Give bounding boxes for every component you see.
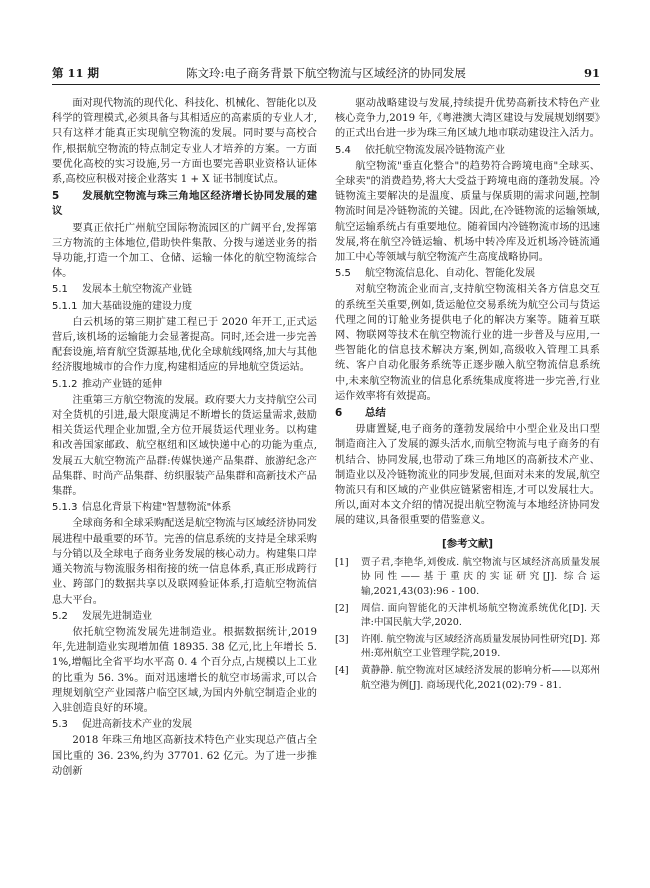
section-number: 6 (335, 407, 343, 420)
reference-number: [3] (335, 633, 349, 645)
section-6-paragraph: 毋庸置疑,电子商务的蓬勃发展给中小型企业及出口型制造商注入了发展的源头活水,而航空物流与电子商务的有机结合、协同发展,也带动了珠三角地区的高新技术产业、制造业以及冷链物流业的同步发展,但面对未来的发展,航空物流只有和区域的产业供应链紧密相连,才可以发展壮大。所以,面对本文介绍的情况提出航空物流与本地经济协同发展的建议,具备很重要的借鉴意义。 (335, 424, 600, 527)
section-title: 信息化背景下构建"智慧物流"体系 (82, 502, 232, 514)
section-5-3-heading (52, 717, 317, 732)
page-number: 91 (583, 66, 600, 80)
running-header (52, 64, 600, 82)
section-title: 推动产业链的延伸 (82, 378, 162, 390)
section-number: 5.1.3 (52, 502, 78, 514)
reference-number: [2] (335, 602, 349, 614)
section-title: 航空物流信息化、自动化、智能化发展 (365, 268, 535, 280)
section-title: 总结 (365, 407, 386, 420)
section-title: 依托航空物流发展冷链物流产业 (365, 144, 505, 156)
section-6-heading (335, 406, 600, 421)
section-title: 发展航空物流与珠三角地区经济增长协同发展的建议 (52, 190, 317, 218)
section-5-1-3-paragraph: 全球商务和全球采购配送是航空物流与区域经济协同发展进程中最重要的环节。完善的信息系统的支持是全球采购与分销以及全球电子商务业务发展的核心动力。构建集口岸通关物流与物流服务相衔接的统一信息体系,真正形成跨行业、跨部门的数据共享以及联网验证体系,打造航空物流信息大平台。 (52, 518, 317, 606)
header-rule (52, 84, 600, 85)
section-5-1-2-heading (52, 377, 317, 392)
section-title: 促进高新技术产业的发展 (82, 719, 192, 731)
left-column (52, 96, 317, 779)
section-5-2-heading (52, 609, 317, 624)
section-number: 5.3 (52, 719, 68, 731)
reference-item (335, 602, 600, 631)
reference-item (335, 556, 600, 600)
section-number: 5.4 (335, 144, 351, 156)
section-5-5-heading (335, 266, 600, 281)
section-5-1-heading (52, 282, 317, 297)
reference-item (335, 633, 600, 662)
section-5-paragraph: 要真正依托广州航空国际物流园区的广阔平台,发挥第三方物流的主体地位,借助快件集散、分拨与递送业务的指导功能,打造一个加工、仓储、运输一体化的航空物流综合体。 (52, 222, 317, 280)
section-5-1-3-heading (52, 500, 317, 515)
right-column (335, 96, 600, 695)
section-title: 发展先进制造业 (82, 610, 152, 622)
issue-number: 第 11 期 (52, 66, 100, 80)
section-number: 5 (52, 190, 60, 203)
reference-text: 许刚. 航空物流与区域经济高质量发展协同性研究[D]. 郑州:郑州航空工业管理学院,2019. (361, 633, 600, 660)
reference-text: 贾子君,李艳华,刘俊成. 航空物流与区域经济高质量发展协同性——基于重庆的实证研究[J]. 综合运输,2021,43(03):96 - 100. (361, 556, 600, 598)
intro-paragraph: 面对现代物流的现代化、科技化、机械化、智能化以及科学的管理模式,必须具备与其相适应的高素质的专业人才,只有这样才能真正实现航空物流的发展。同时要与高校合作,根据航空物流的特点制定专业人才培养的方案。一方面要优化高校的实习设施,另一方面也要完善职业资格认证体系,高校应积极对接企业落实 1 + X 证书制度试点。 (52, 98, 317, 186)
references-heading: [参考文献] (441, 537, 494, 550)
section-5-1-1-heading (52, 299, 317, 314)
section-5-4-heading (335, 143, 600, 158)
reference-text: 周信. 面向智能化的天津机场航空物流系统优化[D]. 天津:中国民航大学,2020. (361, 602, 600, 629)
reference-number: [4] (335, 665, 349, 677)
running-title: 陈文玲:电子商务背景下航空物流与区域经济的协同发展 (186, 66, 466, 80)
section-5-1-1-paragraph: 白云机场的第三期扩建工程已于 2020 年开工,正式运营后,该机场的运输能力会显著提高。同时,还会进一步完善配套设施,培育航空货源基地,优化全球航线网络,加大与其他经济腹地城市的合作力度,构建相适应的异地航空货运站。 (52, 316, 317, 374)
section-5-heading (52, 189, 317, 219)
continued-paragraph: 驱动战略建设与发展,持续提升优势高新技术特色产业核心竞争力,2019 年,《粤港澳大湾区建设与发展规划纲要》的正式出台进一步为珠三角区域九地市联动建设注入活力。 (335, 98, 600, 140)
section-5-4-paragraph: 航空物流"垂直化整合"的趋势符合跨境电商"全球买、全球卖"的消费趋势,将大大受益于跨境电商的蓬勃发展。冷链物流主要解决的是温度、质量与保质期的需求问题,控制物流时间是冷链物流的关键。因此,在冷链物流的运输领域,航空运输系统占有重要地位。随着国内冷链物流市场的迅速发展,将在航空冷链运输、机场中转冷库及近机场冷链流通加工中心等领域与航空物流产生高度战略协同。 (335, 160, 600, 264)
reference-number: [1] (335, 556, 349, 568)
section-5-5-paragraph: 对航空物流企业而言,支持航空物流相关各方信息交互的系统至关重要,例如,货运舱位交易系统为航空公司与货运代理之间的订舱业务提供电子化的解决方案等。随着互联网、物联网等技术在航空物流行业的进一步普及与应用,一些智能化的信息技术解决方案,例如,高级收入管理工具系统、客户自动化服务系统等正逐步融入航空物流信息系统中,未来航空物流业的信息化系统集成度将进一步完善,行业运作效率将有效提高。 (335, 284, 600, 402)
section-title: 发展本土航空物流产业链 (82, 284, 192, 296)
section-number: 5.2 (52, 610, 68, 622)
section-5-3-paragraph: 2018 年珠三角地区高新技术特色产业实现总产值占全国比重的 36. 23%,约为 37701. 62 亿元。为了进一步推动创新 (52, 735, 317, 777)
section-number: 5.1.2 (52, 378, 78, 390)
reference-text: 黄静静. 航空物流对区域经济发展的影响分析——以郑州航空港为例[J]. 商场现代化,2021(02):79 - 81. (361, 665, 600, 691)
section-5-1-2-paragraph: 注重第三方航空物流的发展。政府要大力支持航空公司对全货机的引进,最大限度满足不断增长的货运量需求,鼓励相关货运代理企业加盟,全方位开展货运代理业务。以构建和改善国家邮政、航空枢纽和区域快递中心的功能为重点,发展五大航空物流产品群:传媒快递产品集群、旅游纪念产品集群、时尚产品集群、纺织服装产品集群和高新技术产品集群。 (52, 394, 317, 498)
section-title: 加大基础设施的建设力度 (82, 300, 192, 312)
section-number: 5.1.1 (52, 300, 78, 312)
section-5-2-paragraph: 依托航空物流发展先进制造业。根据数据统计,2019 年,先进制造业实现增加值 18935. 38 亿元,比上年增长 5. 1%,增幅比全省平均水平高 0. 4 个百分点,占规模以上工业的比重为 56. 3%。面对迅速增长的航空市场需求,可以合理规划航空产业园落户临空区域,为国内外航空制造企业的入驻创造良好的环境。 (52, 626, 317, 714)
section-number: 5.1 (52, 284, 68, 296)
reference-item (335, 664, 600, 693)
section-number: 5.5 (335, 268, 351, 280)
